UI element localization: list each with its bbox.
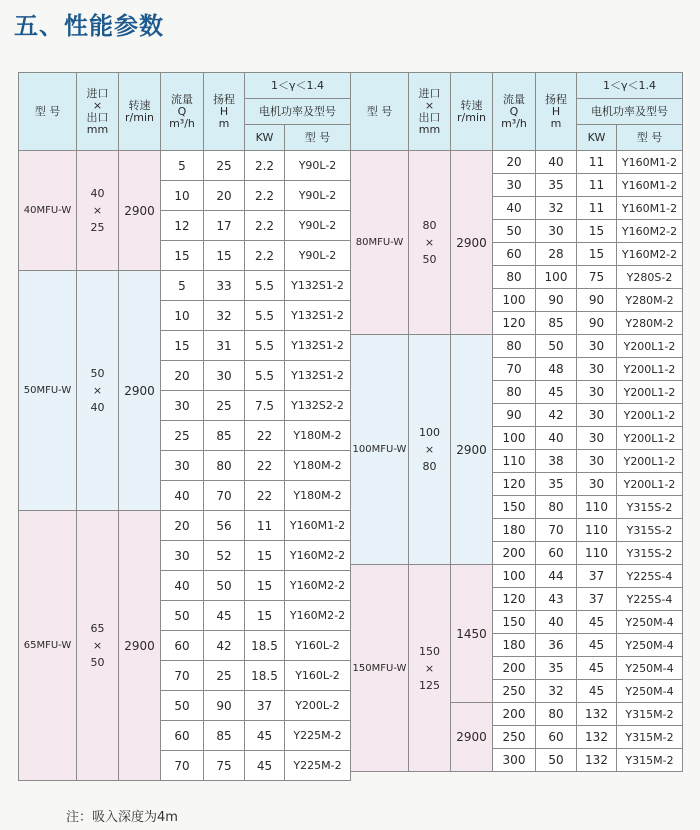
rotation-speed: 2900 bbox=[119, 511, 161, 781]
flow-value: 200 bbox=[493, 703, 536, 726]
flow-value: 50 bbox=[161, 601, 204, 631]
power-kw: 90 bbox=[577, 312, 617, 335]
cell-line: 出口 bbox=[86, 110, 109, 124]
power-kw: 11 bbox=[577, 197, 617, 220]
power-kw: 37 bbox=[577, 588, 617, 611]
head-value: 42 bbox=[536, 404, 577, 427]
cell-line: r/min bbox=[457, 110, 486, 124]
flow-value: 150 bbox=[493, 496, 536, 519]
pump-model: 80MFU-W bbox=[351, 151, 409, 335]
footnote: 注：吸入深度为4m bbox=[66, 810, 178, 825]
flow-value: 200 bbox=[493, 657, 536, 680]
pump-model: 150MFU-W bbox=[351, 565, 409, 772]
header-motor-group: 电机功率及型号 bbox=[245, 99, 351, 125]
flow-value: 110 bbox=[493, 450, 536, 473]
motor-model: Y200L1-2 bbox=[617, 427, 683, 450]
motor-model: Y160M2-2 bbox=[617, 243, 683, 266]
motor-model: Y200L1-2 bbox=[617, 473, 683, 496]
cell-line: 80 bbox=[422, 460, 437, 473]
motor-model: Y200L1-2 bbox=[617, 335, 683, 358]
head-value: 30 bbox=[536, 220, 577, 243]
head-value: 32 bbox=[204, 301, 245, 331]
cell-line: 流量 bbox=[171, 92, 193, 106]
power-kw: 110 bbox=[577, 496, 617, 519]
cell-line: m³/h bbox=[169, 116, 195, 130]
cell-line: 80 bbox=[422, 219, 437, 232]
head-value: 32 bbox=[536, 197, 577, 220]
power-kw: 30 bbox=[577, 473, 617, 496]
power-kw: 30 bbox=[577, 358, 617, 381]
flow-value: 30 bbox=[493, 174, 536, 197]
head-value: 25 bbox=[204, 661, 245, 691]
flow-value: 120 bbox=[493, 588, 536, 611]
header-motor-model: 型 号 bbox=[617, 125, 683, 151]
flow-value: 40 bbox=[493, 197, 536, 220]
header-kw: KW bbox=[245, 125, 285, 151]
flow-value: 120 bbox=[493, 312, 536, 335]
motor-model: Y250M-4 bbox=[617, 657, 683, 680]
motor-model: Y160M2-2 bbox=[285, 601, 351, 631]
motor-model: Y250M-4 bbox=[617, 634, 683, 657]
cell-line: Q bbox=[509, 104, 519, 118]
flow-value: 10 bbox=[161, 181, 204, 211]
flow-value: 100 bbox=[493, 427, 536, 450]
flow-value: 5 bbox=[161, 151, 204, 181]
cell-line: 进口 bbox=[86, 86, 109, 100]
head-value: 50 bbox=[204, 571, 245, 601]
power-kw: 15 bbox=[245, 571, 285, 601]
power-kw: 11 bbox=[245, 511, 285, 541]
header-gamma: 1＜γ＜1.4 bbox=[577, 73, 683, 99]
motor-model: Y160M2-2 bbox=[285, 541, 351, 571]
power-kw: 132 bbox=[577, 749, 617, 772]
table-row bbox=[19, 151, 351, 181]
head-value: 56 bbox=[204, 511, 245, 541]
power-kw: 30 bbox=[577, 450, 617, 473]
flow-value: 30 bbox=[161, 391, 204, 421]
header-model: 型 号 bbox=[19, 73, 77, 151]
flow-value: 5 bbox=[161, 271, 204, 301]
motor-model: Y200L-2 bbox=[285, 691, 351, 721]
pump-model: 40MFU-W bbox=[19, 151, 77, 271]
power-kw: 18.5 bbox=[245, 631, 285, 661]
head-value: 38 bbox=[536, 450, 577, 473]
head-value: 44 bbox=[536, 565, 577, 588]
power-kw: 90 bbox=[577, 289, 617, 312]
flow-value: 20 bbox=[161, 361, 204, 391]
power-kw: 22 bbox=[245, 451, 285, 481]
head-value: 80 bbox=[204, 451, 245, 481]
power-kw: 15 bbox=[577, 220, 617, 243]
cell-line: mm bbox=[86, 122, 109, 136]
head-value: 70 bbox=[204, 481, 245, 511]
table-row bbox=[19, 271, 351, 301]
head-value: 52 bbox=[204, 541, 245, 571]
inlet-outlet-size bbox=[409, 565, 451, 772]
cell-line: 出口 bbox=[418, 110, 441, 124]
power-kw: 2.2 bbox=[245, 181, 285, 211]
head-value: 90 bbox=[536, 289, 577, 312]
header-speed bbox=[451, 73, 493, 151]
flow-value: 70 bbox=[493, 358, 536, 381]
header-head bbox=[536, 73, 577, 151]
motor-model: Y90L-2 bbox=[285, 181, 351, 211]
flow-value: 30 bbox=[161, 451, 204, 481]
inlet-outlet-size bbox=[409, 151, 451, 335]
head-value: 70 bbox=[536, 519, 577, 542]
power-kw: 18.5 bbox=[245, 661, 285, 691]
flow-value: 40 bbox=[161, 571, 204, 601]
flow-value: 120 bbox=[493, 473, 536, 496]
flow-value: 50 bbox=[161, 691, 204, 721]
motor-model: Y160M1-2 bbox=[285, 511, 351, 541]
motor-model: Y160L-2 bbox=[285, 661, 351, 691]
table-row bbox=[351, 565, 683, 588]
power-kw: 5.5 bbox=[245, 301, 285, 331]
motor-model: Y180M-2 bbox=[285, 481, 351, 511]
motor-model: Y132S1-2 bbox=[285, 361, 351, 391]
power-kw: 37 bbox=[577, 565, 617, 588]
head-value: 42 bbox=[204, 631, 245, 661]
power-kw: 110 bbox=[577, 519, 617, 542]
flow-value: 30 bbox=[161, 541, 204, 571]
inlet-outlet-size bbox=[77, 511, 119, 781]
header-flow bbox=[493, 73, 536, 151]
motor-model: Y225M-2 bbox=[285, 721, 351, 751]
motor-model: Y180M-2 bbox=[285, 451, 351, 481]
flow-value: 80 bbox=[493, 381, 536, 404]
flow-value: 80 bbox=[493, 335, 536, 358]
power-kw: 75 bbox=[577, 266, 617, 289]
power-kw: 132 bbox=[577, 703, 617, 726]
cell-line: × bbox=[424, 98, 435, 112]
flow-value: 70 bbox=[161, 751, 204, 781]
cell-line: × bbox=[92, 204, 103, 217]
cell-line: mm bbox=[418, 122, 441, 136]
rotation-speed: 2900 bbox=[119, 151, 161, 271]
cell-line: 150 bbox=[419, 644, 440, 658]
flow-value: 40 bbox=[161, 481, 204, 511]
cell-line: m³/h bbox=[501, 116, 527, 130]
flow-value: 60 bbox=[493, 243, 536, 266]
performance-table-right bbox=[350, 72, 683, 772]
motor-model: Y160L-2 bbox=[285, 631, 351, 661]
head-value: 43 bbox=[536, 588, 577, 611]
flow-value: 60 bbox=[161, 631, 204, 661]
head-value: 33 bbox=[204, 271, 245, 301]
power-kw: 45 bbox=[245, 721, 285, 751]
motor-model: Y280S-2 bbox=[617, 266, 683, 289]
motor-model: Y160M1-2 bbox=[617, 151, 683, 174]
motor-model: Y90L-2 bbox=[285, 151, 351, 181]
inlet-outlet-size bbox=[77, 271, 119, 511]
rotation-speed: 2900 bbox=[451, 703, 493, 772]
flow-value: 100 bbox=[493, 289, 536, 312]
power-kw: 45 bbox=[577, 657, 617, 680]
motor-model: Y160M1-2 bbox=[617, 174, 683, 197]
page-title: 五、性能参数 bbox=[14, 12, 164, 40]
cell-line: 50 bbox=[422, 253, 437, 266]
cell-line: × bbox=[424, 443, 435, 456]
cell-line: Q bbox=[177, 104, 187, 118]
power-kw: 45 bbox=[577, 634, 617, 657]
flow-value: 150 bbox=[493, 611, 536, 634]
head-value: 32 bbox=[536, 680, 577, 703]
power-kw: 2.2 bbox=[245, 241, 285, 271]
cell-line: 转速 bbox=[460, 98, 483, 112]
head-value: 45 bbox=[204, 601, 245, 631]
head-value: 80 bbox=[536, 703, 577, 726]
cell-line: 40 bbox=[90, 401, 105, 414]
motor-model: Y90L-2 bbox=[285, 211, 351, 241]
head-value: 30 bbox=[204, 361, 245, 391]
cell-line: 进口 bbox=[418, 86, 441, 100]
cell-line: m bbox=[218, 116, 230, 130]
motor-model: Y160M1-2 bbox=[617, 197, 683, 220]
power-kw: 110 bbox=[577, 542, 617, 565]
flow-value: 180 bbox=[493, 634, 536, 657]
flow-value: 100 bbox=[493, 565, 536, 588]
motor-model: Y132S1-2 bbox=[285, 331, 351, 361]
head-value: 40 bbox=[536, 611, 577, 634]
motor-model: Y315S-2 bbox=[617, 542, 683, 565]
table-row bbox=[351, 335, 683, 358]
header-motor-group: 电机功率及型号 bbox=[577, 99, 683, 125]
motor-model: Y280M-2 bbox=[617, 289, 683, 312]
rotation-speed: 2900 bbox=[451, 151, 493, 335]
flow-value: 80 bbox=[493, 266, 536, 289]
inlet-outlet-size bbox=[409, 335, 451, 565]
flow-value: 10 bbox=[161, 301, 204, 331]
power-kw: 5.5 bbox=[245, 331, 285, 361]
motor-model: Y225S-4 bbox=[617, 565, 683, 588]
flow-value: 15 bbox=[161, 241, 204, 271]
motor-model: Y315S-2 bbox=[617, 519, 683, 542]
cell-line: H bbox=[219, 104, 229, 118]
header-inlet-outlet bbox=[77, 73, 119, 151]
head-value: 25 bbox=[204, 391, 245, 421]
cell-line: × bbox=[92, 98, 103, 112]
head-value: 31 bbox=[204, 331, 245, 361]
motor-model: Y180M-2 bbox=[285, 421, 351, 451]
head-value: 36 bbox=[536, 634, 577, 657]
head-value: 85 bbox=[204, 721, 245, 751]
head-value: 90 bbox=[204, 691, 245, 721]
motor-model: Y160M2-2 bbox=[617, 220, 683, 243]
motor-model: Y200L1-2 bbox=[617, 358, 683, 381]
flow-value: 15 bbox=[161, 331, 204, 361]
power-kw: 22 bbox=[245, 481, 285, 511]
power-kw: 45 bbox=[577, 680, 617, 703]
head-value: 15 bbox=[204, 241, 245, 271]
cell-line: H bbox=[551, 104, 561, 118]
cell-line: m bbox=[550, 116, 562, 130]
motor-model: Y132S2-2 bbox=[285, 391, 351, 421]
head-value: 85 bbox=[204, 421, 245, 451]
head-value: 20 bbox=[204, 181, 245, 211]
flow-value: 20 bbox=[161, 511, 204, 541]
cell-line: × bbox=[424, 661, 435, 675]
head-value: 85 bbox=[536, 312, 577, 335]
motor-model: Y160M2-2 bbox=[285, 571, 351, 601]
cell-line: 流量 bbox=[503, 92, 525, 106]
head-value: 60 bbox=[536, 542, 577, 565]
power-kw: 37 bbox=[245, 691, 285, 721]
header-model: 型 号 bbox=[351, 73, 409, 151]
power-kw: 11 bbox=[577, 174, 617, 197]
power-kw: 15 bbox=[577, 243, 617, 266]
flow-value: 200 bbox=[493, 542, 536, 565]
flow-value: 12 bbox=[161, 211, 204, 241]
flow-value: 25 bbox=[161, 421, 204, 451]
power-kw: 2.2 bbox=[245, 211, 285, 241]
motor-model: Y315M-2 bbox=[617, 749, 683, 772]
cell-line: 100 bbox=[419, 426, 440, 439]
flow-value: 300 bbox=[493, 749, 536, 772]
head-value: 25 bbox=[204, 151, 245, 181]
motor-model: Y315M-2 bbox=[617, 703, 683, 726]
head-value: 35 bbox=[536, 174, 577, 197]
cell-line: r/min bbox=[125, 110, 154, 124]
power-kw: 30 bbox=[577, 335, 617, 358]
cell-line: 转速 bbox=[128, 98, 151, 112]
pump-model: 100MFU-W bbox=[351, 335, 409, 565]
table-row bbox=[351, 151, 683, 174]
head-value: 75 bbox=[204, 751, 245, 781]
motor-model: Y225M-2 bbox=[285, 751, 351, 781]
power-kw: 11 bbox=[577, 151, 617, 174]
flow-value: 250 bbox=[493, 726, 536, 749]
power-kw: 22 bbox=[245, 421, 285, 451]
motor-model: Y315M-2 bbox=[617, 726, 683, 749]
head-value: 28 bbox=[536, 243, 577, 266]
header-kw: KW bbox=[577, 125, 617, 151]
header-motor-model: 型 号 bbox=[285, 125, 351, 151]
cell-line: 50 bbox=[90, 656, 105, 669]
header-gamma: 1＜γ＜1.4 bbox=[245, 73, 351, 99]
cell-line: 125 bbox=[419, 678, 440, 692]
power-kw: 30 bbox=[577, 427, 617, 450]
motor-model: Y90L-2 bbox=[285, 241, 351, 271]
cell-line: × bbox=[92, 639, 103, 652]
flow-value: 180 bbox=[493, 519, 536, 542]
motor-model: Y250M-4 bbox=[617, 611, 683, 634]
power-kw: 30 bbox=[577, 404, 617, 427]
power-kw: 132 bbox=[577, 726, 617, 749]
head-value: 35 bbox=[536, 473, 577, 496]
pump-model: 50MFU-W bbox=[19, 271, 77, 511]
head-value: 40 bbox=[536, 427, 577, 450]
inlet-outlet-size bbox=[77, 151, 119, 271]
performance-table-left bbox=[18, 72, 351, 781]
motor-model: Y250M-4 bbox=[617, 680, 683, 703]
flow-value: 60 bbox=[161, 721, 204, 751]
power-kw: 45 bbox=[245, 751, 285, 781]
pump-model: 65MFU-W bbox=[19, 511, 77, 781]
rotation-speed: 1450 bbox=[451, 565, 493, 703]
cell-line: 65 bbox=[90, 622, 105, 635]
head-value: 35 bbox=[536, 657, 577, 680]
flow-value: 70 bbox=[161, 661, 204, 691]
flow-value: 90 bbox=[493, 404, 536, 427]
rotation-speed: 2900 bbox=[119, 271, 161, 511]
power-kw: 5.5 bbox=[245, 271, 285, 301]
power-kw: 15 bbox=[245, 601, 285, 631]
flow-value: 250 bbox=[493, 680, 536, 703]
header-speed bbox=[119, 73, 161, 151]
head-value: 60 bbox=[536, 726, 577, 749]
header-inlet-outlet bbox=[409, 73, 451, 151]
motor-model: Y200L1-2 bbox=[617, 404, 683, 427]
head-value: 45 bbox=[536, 381, 577, 404]
cell-line: 扬程 bbox=[213, 92, 235, 106]
power-kw: 15 bbox=[245, 541, 285, 571]
head-value: 17 bbox=[204, 211, 245, 241]
cell-line: 40 bbox=[90, 187, 105, 200]
flow-value: 20 bbox=[493, 151, 536, 174]
head-value: 80 bbox=[536, 496, 577, 519]
motor-model: Y315S-2 bbox=[617, 496, 683, 519]
power-kw: 5.5 bbox=[245, 361, 285, 391]
motor-model: Y132S1-2 bbox=[285, 271, 351, 301]
power-kw: 45 bbox=[577, 611, 617, 634]
motor-model: Y225S-4 bbox=[617, 588, 683, 611]
motor-model: Y200L1-2 bbox=[617, 381, 683, 404]
head-value: 100 bbox=[536, 266, 577, 289]
header-head bbox=[204, 73, 245, 151]
cell-line: 25 bbox=[90, 221, 105, 234]
cell-line: 扬程 bbox=[545, 92, 567, 106]
head-value: 48 bbox=[536, 358, 577, 381]
motor-model: Y200L1-2 bbox=[617, 450, 683, 473]
motor-model: Y280M-2 bbox=[617, 312, 683, 335]
head-value: 50 bbox=[536, 335, 577, 358]
flow-value: 50 bbox=[493, 220, 536, 243]
table-row bbox=[19, 511, 351, 541]
cell-line: × bbox=[424, 236, 435, 249]
cell-line: × bbox=[92, 384, 103, 397]
motor-model: Y132S1-2 bbox=[285, 301, 351, 331]
header-flow bbox=[161, 73, 204, 151]
head-value: 40 bbox=[536, 151, 577, 174]
head-value: 50 bbox=[536, 749, 577, 772]
power-kw: 30 bbox=[577, 381, 617, 404]
rotation-speed: 2900 bbox=[451, 335, 493, 565]
cell-line: 50 bbox=[90, 367, 105, 380]
power-kw: 2.2 bbox=[245, 151, 285, 181]
power-kw: 7.5 bbox=[245, 391, 285, 421]
